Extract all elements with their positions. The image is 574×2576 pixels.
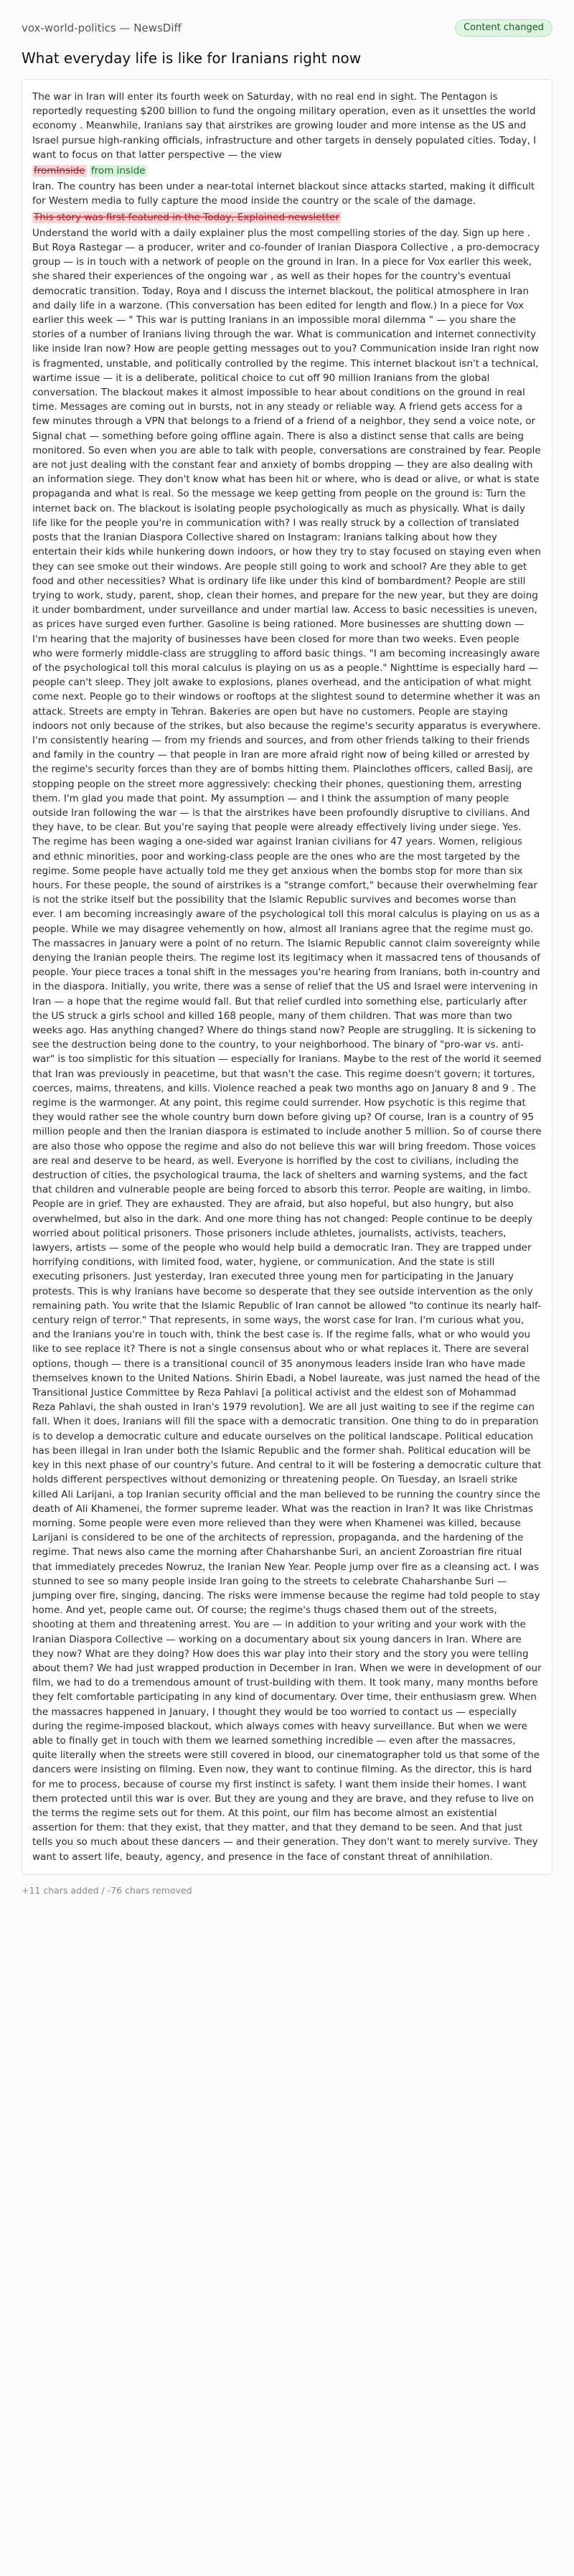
diff-stats: +11 chars added / -76 chars removed [22,1884,192,1896]
diff-card [22,79,552,1875]
deleted-text: fromInside [34,165,85,177]
page-title: What everyday life is like for Iranians right now [22,50,362,67]
diff-intro: The war in Iran will enter its fourth week on Saturday, with no real end in sight. The Pentagon is reportedly requesting $200 billion to fund the ongoing military operation, even as it unsettles the world economy . Meanwhile, Iranians say that airstrikes are growing louder and more intense as the US and Israel pursue high-ranking officials, infrastructure and other targets in densely populated cities. Today, I want to focus on that latter perspective — the view [32,91,537,161]
inserted-text: from inside [90,165,146,177]
status-badge: Content changed [455,19,552,37]
diff-body: Understand the world with a daily explainer plus the most compelling stories of the day. Sign up here . But Roya Rastegar — a producer, writer and co-founder of Iranian Diaspora Collective , a pro-democracy group — is in touch with a network of people on the ground in Iran. In a piece for Vox earlier this week, she shared their experiences of the ongoing war , as well as their hopes for the country's eventual democratic transition. Today, Roya and I discuss the internet blackout, the political atmosphere in Iran and daily life in a warzone. (This conversation has been edited for length and flow.) In a piece for Vox earlier this week — " This war is putting Iranians in an impossible moral dilemma " — you share the stories of a number of Iranians living through the war. What is communication and internet connectivity like inside Iran now? How are people getting messages out to you? Communication inside Iran right now is fragmented, unstable, and politically controlled by the regime. This internet blackout isn't a technical, wartime issue — it is a deliberate, political choice to cut off 90 million Iranians from the global conversation. The blackout makes it almost impossible to hear about conditions on the ground in real time. Messages are coming out in bursts, not in any steady or reliable way. A friend gets access for a few minutes through a VPN that belongs to a friend of a friend of a neighbor, they send a voice note, or Signal chat — something before going offline again. There is also a distinct sense that calls are being monitored. So even when you are able to talk with people, conversations are constrained by fear. People are not just dealing with the constant fear and anxiety of bombs dropping — they are also dealing with an information siege. They don't know what has been hit or where, who is dead or alive, or what is state propaganda and what is real. So the message we keep getting from people on the ground is: Turn the internet back on. The blackout is isolating people psychologically as much as physically. What is daily life like for the people you're in communication with? I was really struck by a collection of translated posts that the Iranian Diaspora Collective shared on Instagram: Iranians talking about how they entertain their kids while hunkering down indoors, or how they try to stay focused on staying even when they can see smoke out their windows. Are people still going to work and school? Are they able to get food and other necessities? What is ordinary life like under this kind of bombardment? People are still trying to work, study, parent, shop, clean their homes, and prepare for the new year, but they are doing it under bombardment, under surveillance and under martial law. Access to basic necessities is uneven, as prices have surged even further. Gasoline is being rationed. More businesses are shutting down — I'm hearing that the majority of businesses have been closed for more than two weeks. Even people who were formerly middle-class are struggling to afford basic things. "I am becoming increasingly aware of the psychological toll this moral calculus is playing on us as a people." Nighttime is especially hard — people can't sleep. They jolt awake to explosions, planes overhead, and the anticipation of what might come next. People go to their windows or rooftops at the slightest sound to determine whether it was an attack. Streets are empty in Tehran. Bakeries are open but have no customers. People are staying indoors not only because of the strikes, but also because the regime's security apparatus is everywhere. I'm consistently hearing — from my friends and sources, and from other friends talking to their friends and family in the country — that people in Iran are more afraid right now of being killed or arrested by the regime's security forces than they are of bombs hitting them. Plainclothes officers, called Basij, are stopping people on the street more aggressively: checking their phones, questioning them, arresting them. I'm glad you made that point. My assumption — and I think the assumption of many people outside Iran following the war — is that the airstrikes have been profoundly disruptive to civilians. And they have, to be clear. But you're saying that people were already effectively living under siege. Yes. The regime has been waging a one-sided war against Iranian civilians for 47 years. Women, religious and ethnic minorities, poor and working-class people are the ones who are the most targeted by the regime. Some people have actually told me they get anxious when the bombs stop for more than six hours. For these people, the sound of airstrikes is a "strange comfort," because their overwhelming fear is not the strike itself but the possibility that the Islamic Republic survives and becomes worse than ever. I am becoming increasingly aware of the psychological toll this moral calculus is playing on us as a people. While we may disagree vehemently on how, almost all Iranians agree that the regime must go. The massacres in January were a point of no return. The Islamic Republic cannot claim sovereignty while denying the Iranian people theirs. The regime lost its legitimacy when it massacred tens of thousands of people. Your piece traces a tonal shift in the messages you're hearing from Iranians, both in-country and in the diaspora. Initially, you write, there was a sense of relief that the US and Israel were intervening in Iran — a hope that the regime would fall. But that relief curdled into something else, particularly after the US struck a girls school and killed 168 people, many of them children. That was more than two weeks ago. Has anything changed? Where do things stand now? People are struggling. It is sickening to see the destruction being done to the country, to your neighborhood. The binary of "pro-war vs. anti-war" is too simplistic for this situation — especially for Iranians. Maybe to the rest of the world it seemed that Iran was previously in peacetime, but that wasn't the case. This regime doesn't govern; it tortures, coerces, maims, threatens, and kills. Violence reached a peak two months ago on January 8 and 9 . The regime is the warmonger. At any point, this regime could surrender. How psychotic is this regime that they would rather see the whole country burn down before giving up? Of course, Iran is a country of 95 million people and then the Iranian diaspora is estimated to include another 5 million. So of course there are also those who oppose the regime and also do not believe this war will bring freedom. Those voices are real and deserve to be heard, as well. Everyone is horrified by the cost to civilians, including the destruction of cities, the psychological trauma, the lack of shelters and warning systems, and the fact that children and vulnerable people are being forced to absorb this terror. People are waiting, in limbo. People are in grief. They are exhausted. They are afraid, but also hopeful, but also hungry, but also overwhelmed, but also in the dark. And one more thing has not changed: People continue to be deeply worried about political prisoners. Those prisoners include athletes, journalists, activists, teachers, lawyers, artists — some of the people who would help build a democratic Iran. They are trapped under horrifying conditions, with limited food, water, hygiene, or communication. And the state is still executing prisoners. Just yesterday, Iran executed three young men for participating in the January protests. This is why Iranians have become so desperate that they see outside intervention as the only remaining path. You write that the Islamic Republic of Iran cannot be allowed "to continue its nearly half-century reign of terror." That represents, in some ways, the worst case for Iran. I'm curious what you, and the Iranians you're in touch with, think the best case is. If the regime falls, what or who would you like to see replace it? There is not a single consensus about who or what replaces it. There are several options, though — there is a transitional council of 35 anonymous leaders inside Iran who have made themselves known to the United Nations. Shirin Ebadi, a Nobel laureate, was just named the head of the Transitional Justice Committee by Reza Pahlavi [a political activist and the eldest son of Mohammad Reza Pahlavi, the shah ousted in Iran's 1979 revolution]. We are all just waiting to see if the regime can fall. When it does, Iranians will fill the space with a democratic transition. One thing to do in preparation is to develop a democratic culture and educate ourselves on the political landscape. Political education has been illegal in Iran under both the Islamic Republic and the former shah. Political education will be key in this next phase of our country's future. And central to it will be fostering a democratic culture that holds different perspectives without demonizing or threatening people. On Tuesday, an Israeli strike killed Ali Larijani, a top Iranian security official and the man believed to be running the country since the death of Ali Khamenei, the former supreme leader. What was the reaction in Iran? It was like Christmas morning. Some people were even more relieved than they were when Khamenei was killed, because Larijani is considered to be one of the architects of repression, propaganda, and the hardening of the regime. That news also came the morning after Chaharshanbe Suri, an ancient Zoroastrian fire ritual that immediately precedes Nowruz, the Iranian New Year. People jump over fire as a cleansing act. I was stunned to see so many people inside Iran going to the streets to celebrate Chaharshanbe Suri — jumping over fire, singing, dancing. The risks were immense because the regime had told people to stay home. And yet, people came out. Of course; the regime's thugs chased them out of the streets, shooting at them and threatening arrest. You are — in addition to your writing and your work with the Iranian Diaspora Collective — working on a documentary about six young dancers in Iran. Where are they now? What are they doing? How does this war play into their story and the story you were telling about them? We had just wrapped production in December in Iran. When we were in development of our film, we had to do a tremendous amount of trust-building with them. It took many, many months before they felt comfortable participating in any kind of documentary. Over time, their enthusiasm grew. When the massacres happened in January, I thought they would be too worried to contact us — especially during the regime-imposed blackout, which always comes with heavy surveillance. But when we were able to finally get in touch with them we learned something incredible — even after the massacres, quite literally when the streets were still covered in blood, our cinematographer told us that some of the dancers were insisting on filming. Even now, they want to continue filming. As the director, this is hard for me to process, because of course my first instinct is safety. I want them inside their homes. I want them protected until this war is over. But they are young and they are brave, and they refuse to live on the terms the regime sets out for them. At this point, our film has become almost an existential assertion for them: that they exist, that they matter, and that they demand to be seen. And that just tells you so much about these dancers — and their generation. They don't want to merely survive. They want to assert life, beauty, agency, and presence in the face of constant threat of annihilation. [32,227,542,1863]
top-bar [22,20,552,36]
diff-change-2 [32,210,542,225]
breadcrumb: vox-world-politics — NewsDiff [22,22,182,34]
diff-change-1 [32,164,542,178]
diff-paragraph: Iran. The country has been under a near-total internet blackout since attacks started, making it difficult for Western media to fully capture the mood inside the country or the scale of the damage. [32,181,535,207]
deleted-text: This story was first featured in the Today, Explained newsletter [34,211,339,223]
